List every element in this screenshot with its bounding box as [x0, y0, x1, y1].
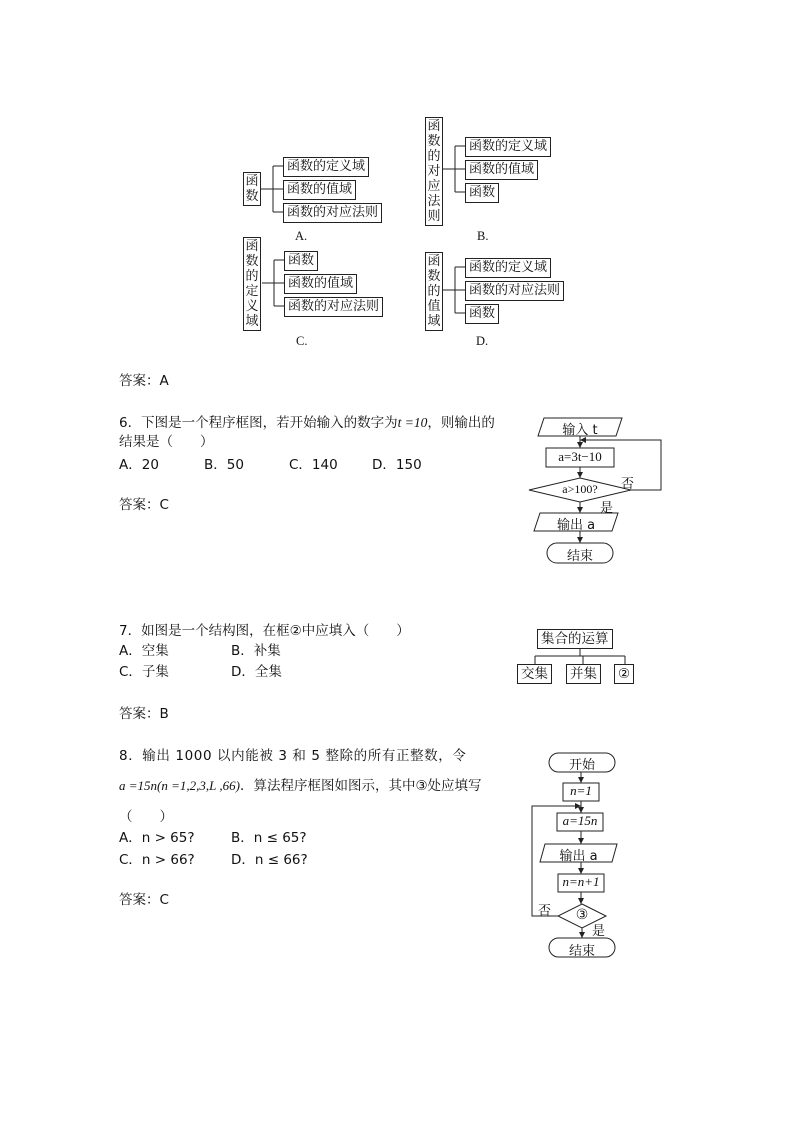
q7-option-b: B．补集: [231, 643, 281, 659]
q7-option-c: C．子集: [119, 664, 169, 680]
diagram-d-root: 函 数 的 值 域: [425, 252, 443, 331]
q7-child-blank: ②: [614, 664, 634, 684]
q6-decision: a>100?: [562, 482, 598, 496]
q8-stem-paren: （ ）: [119, 809, 173, 825]
q8-init-box: n=1: [570, 783, 592, 798]
q8-option-b: B．n ≤ 65?: [231, 830, 307, 846]
diagram-a-item-2: 函数的值域: [283, 180, 356, 200]
q7-child-intersection: 交集: [517, 664, 552, 684]
q6-answer: 答案：C: [119, 497, 169, 513]
q6-process-box: a=3t−10: [558, 449, 602, 464]
q8-assign-box: a=15n: [562, 813, 598, 828]
q6-end-box: 结束: [566, 549, 593, 564]
q8-output-box: 输出 a: [559, 849, 598, 864]
q8-start-box: 开始: [568, 758, 595, 773]
diagram-a-item-1: 函数的定义域: [283, 157, 369, 177]
q8-no-label: 否: [538, 904, 552, 919]
diagram-b-caption: B.: [477, 229, 489, 243]
q8-option-a: A．n > 65?: [119, 830, 195, 846]
diagram-a-caption: A.: [295, 229, 308, 243]
q6-option-b: B．50: [204, 457, 244, 473]
q7-root-box: 集合的运算: [537, 629, 613, 649]
diagram-d-caption: D.: [476, 334, 489, 348]
q6-stem-line-2: 结果是（ ）: [119, 434, 214, 450]
q8-option-d: D．n ≤ 66?: [231, 852, 308, 868]
q6-yes-label: 是: [600, 501, 614, 516]
q8-yes-label: 是: [592, 924, 606, 939]
diagram-d-item-2: 函数的对应法则: [465, 281, 564, 301]
diagram-d-item-1: 函数的定义域: [465, 258, 551, 278]
q6-option-a: A．20: [119, 457, 159, 473]
q8-answer: 答案：C: [119, 892, 169, 908]
diagram-b-item-2: 函数的值域: [465, 160, 538, 180]
q8-end-box: 结束: [568, 944, 595, 959]
diagram-d-item-3: 函数: [465, 304, 499, 324]
q8-stem-line-2: a =15n(n =1,2,3,L ,66)．算法程序框图如图示，其中③处应填写: [119, 778, 482, 794]
q8-increment-box: n=n+1: [562, 874, 600, 889]
q7-answer: 答案：B: [119, 706, 169, 722]
q7-option-d: D．全集: [231, 664, 282, 680]
q7-stem: 7．如图是一个结构图，在框②中应填入（ ）: [119, 623, 410, 639]
q7-option-a: A．空集: [119, 643, 169, 659]
q6-option-c: C．140: [289, 457, 338, 473]
diagram-b-item-1: 函数的定义域: [465, 137, 551, 157]
q6-output-box: 输出 a: [556, 518, 596, 533]
diagram-c-caption: C.: [296, 334, 308, 348]
q8-decision: ③: [575, 907, 589, 923]
diagram-a-item-3: 函数的对应法则: [283, 203, 382, 223]
q6-no-label: 否: [621, 477, 635, 492]
q6-input-box: 输入 t: [562, 423, 598, 438]
q6-option-d: D．150: [372, 457, 422, 473]
diagram-c-item-2: 函数的值域: [284, 274, 357, 294]
q7-child-union: 并集: [566, 664, 601, 684]
diagram-c-item-1: 函数: [284, 251, 318, 271]
diagram-c-item-3: 函数的对应法则: [284, 297, 383, 317]
diagram-a-root: 函 数: [243, 172, 261, 206]
q8-option-c: C．n > 66?: [119, 852, 195, 868]
q5-answer: 答案：A: [119, 373, 169, 389]
q8-stem-line-1: 8．输出 1000 以内能被 3 和 5 整除的所有正整数，令: [119, 748, 467, 764]
diagram-b-root: 函 数 的 对 应 法 则: [425, 117, 443, 226]
diagram-c-root: 函 数 的 定 义 域: [243, 237, 261, 331]
q6-stem-line-1: 6．下图是一个程序框图，若开始输入的数字为t =10，则输出的: [119, 415, 495, 431]
diagram-b-item-3: 函数: [465, 183, 499, 203]
